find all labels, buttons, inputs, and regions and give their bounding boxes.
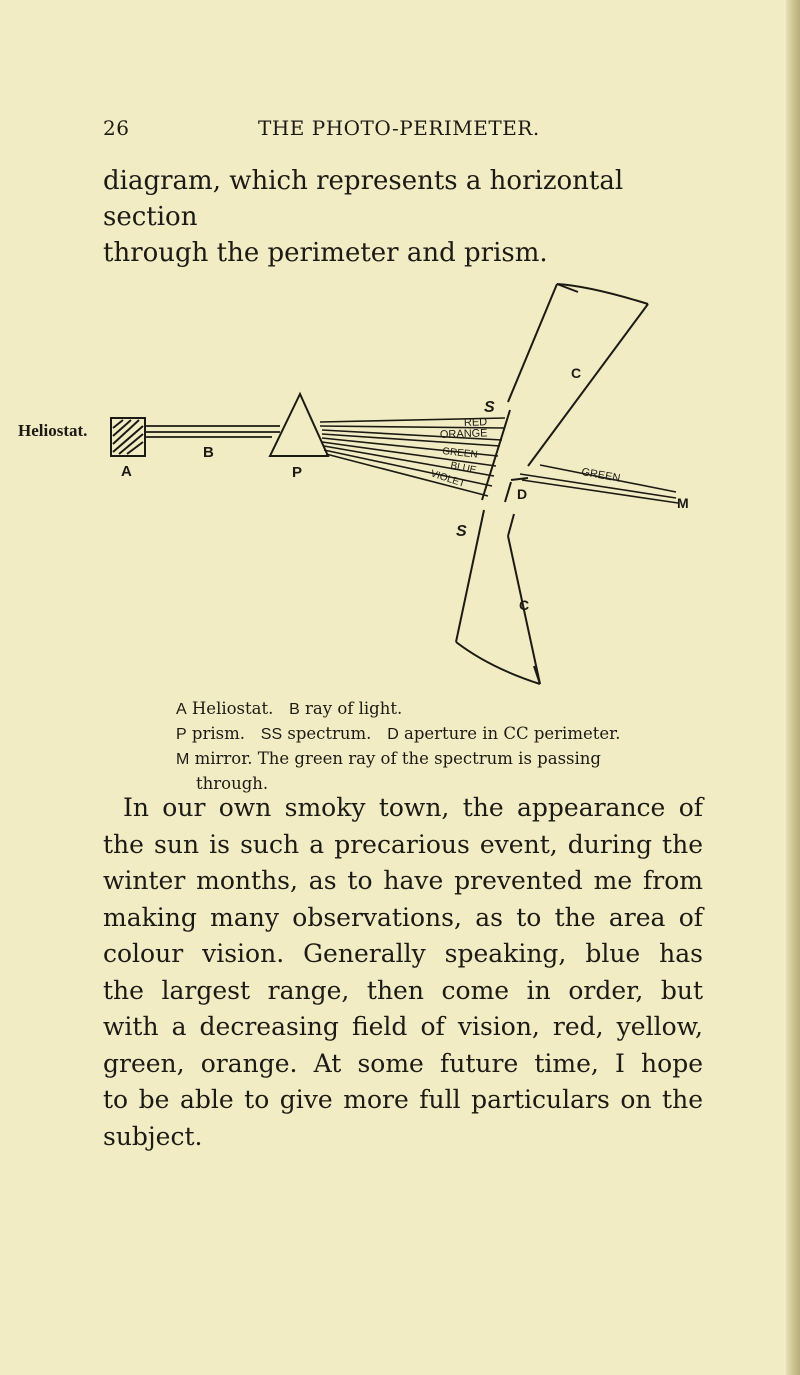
spectrum-label: ORANGE: [439, 427, 488, 441]
caption-text: mirror. The green ray of the spectrum is passing: [189, 749, 601, 768]
caption-key: B: [289, 701, 300, 718]
label-d: D: [517, 486, 528, 502]
spectrum-label: VIOLET: [429, 468, 467, 490]
label-c-top: C: [571, 365, 582, 381]
caption-line: [176, 747, 696, 772]
prism: [270, 394, 328, 456]
caption-key: P: [176, 726, 187, 743]
label-a: A: [121, 463, 132, 480]
body-line: In our own smoky town, the appearance of: [123, 793, 703, 822]
label-c-bottom: C: [519, 597, 530, 613]
body-line: the sun is such a precarious event, during the: [103, 829, 703, 859]
caption-text: aperture in CC perimeter.: [398, 724, 621, 743]
running-title: THE PHOTO-PERIMETER.: [258, 116, 540, 140]
heliostat-block: [111, 418, 145, 456]
body-line: to be able to give more full particulars on the: [103, 1085, 703, 1114]
body-line: green, orange. At some future time, I hope: [103, 1048, 703, 1078]
intro-line: diagram, which represents a horizontal section: [103, 166, 624, 232]
green-ray-label: GREEN: [580, 466, 622, 485]
diagram-svg: [0, 270, 800, 700]
caption-key: A: [176, 701, 187, 718]
caption-key: D: [387, 726, 399, 743]
intro-line: through the perimeter and prism.: [103, 238, 548, 268]
body-line: with a decreasing field of vision, red, yellow,: [103, 1012, 703, 1041]
body-line: making many observations, as to the area of: [103, 902, 703, 932]
label-s-bottom: S: [456, 523, 467, 540]
caption-key: SS: [260, 726, 283, 743]
label-b: B: [203, 444, 214, 461]
caption-line: through.: [196, 774, 269, 793]
caption-key: M: [176, 751, 190, 768]
caption-line: [176, 722, 696, 747]
body-line: colour vision. Generally speaking, blue has: [103, 939, 703, 968]
light-ray: [145, 426, 280, 437]
body-line: winter months, as to have prevented me from: [103, 866, 703, 895]
body-paragraph: [103, 790, 703, 1155]
label-m: M: [677, 495, 689, 511]
body-line: the largest range, then come in order, but: [103, 975, 703, 1005]
caption-line: [176, 697, 696, 722]
caption-text: Heliostat.: [186, 699, 274, 718]
page-number: 26: [103, 116, 130, 140]
spectrum-label: BLUE: [449, 460, 478, 477]
heliostat-side-label: Heliostat.: [18, 421, 88, 440]
spectrum-label: RED: [463, 416, 488, 429]
caption-text: spectrum.: [282, 724, 372, 743]
figure-caption: [176, 697, 696, 796]
caption-text: ray of light.: [299, 699, 403, 718]
label-p: P: [292, 464, 303, 481]
label-s-top: S: [484, 399, 495, 416]
spectrum-label: GREEN: [441, 446, 479, 461]
body-line: subject.: [103, 1121, 203, 1151]
intro-text: [103, 163, 703, 271]
perimeter-diagram: [0, 270, 800, 700]
caption-text: prism.: [186, 724, 246, 743]
